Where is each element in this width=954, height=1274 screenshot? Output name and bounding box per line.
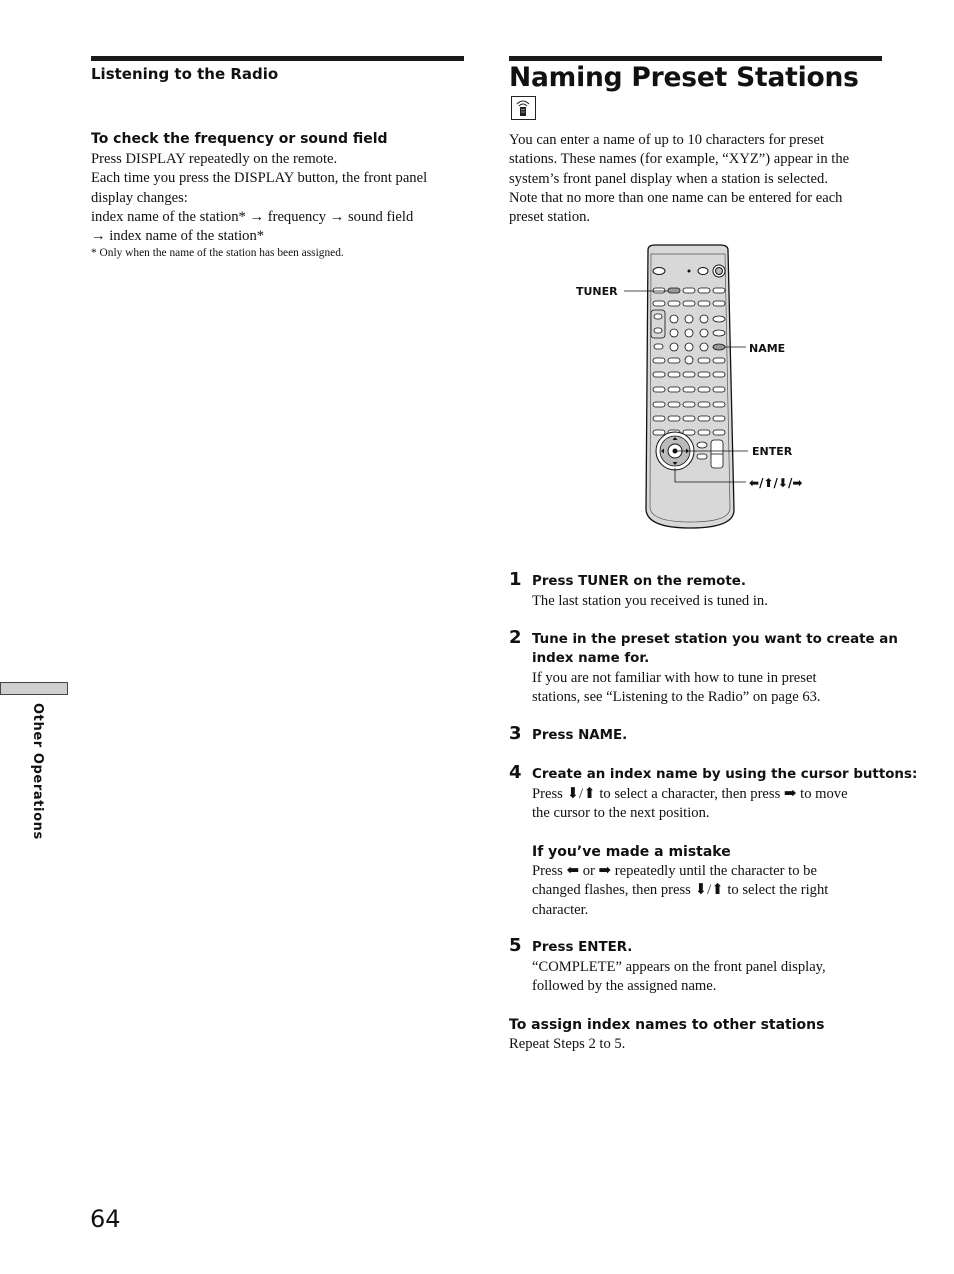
- side-section-label: Other Operations: [30, 703, 45, 840]
- section-tab: [0, 682, 68, 695]
- step-heading: Press TUNER on the remote.: [532, 574, 746, 589]
- step-body: [532, 958, 884, 997]
- step-body-line: the cursor to the next position.: [532, 805, 710, 822]
- seq-item: frequency: [267, 208, 327, 225]
- mistake-body: [532, 862, 884, 920]
- page-title: Naming Preset Stations: [509, 62, 859, 93]
- arrow-right-icon: →: [329, 208, 345, 225]
- step-heading: Create an index name by using the cursor buttons:: [532, 767, 918, 782]
- intro-line: You can enter a name of up to 10 characters for preset: [509, 132, 824, 148]
- text: /: [579, 786, 584, 802]
- arrow-left-icon: ⬅: [566, 863, 580, 879]
- intro-line: system’s front panel display when a station is selected.: [509, 170, 828, 187]
- step-body-line: character.: [532, 901, 589, 918]
- separator: /: [773, 476, 778, 490]
- section-rule-right: [509, 56, 882, 61]
- arrow-down-icon: ⬇: [566, 786, 580, 802]
- display-sequence-line: [91, 227, 463, 246]
- body-line: display changes:: [91, 189, 188, 206]
- step-number: 1: [509, 569, 522, 590]
- arrow-up-icon: ⬆: [583, 786, 596, 802]
- arrow-up-icon: ⬆: [711, 882, 724, 899]
- seq-item: sound field: [347, 208, 414, 225]
- intro-line: Note that no more than one name can be entered for each: [509, 189, 843, 206]
- footnote: * Only when the name of the station has been assigned.: [91, 247, 344, 259]
- callout-enter: ENTER: [752, 445, 793, 458]
- subsection-title: To check the frequency or sound field: [91, 131, 388, 147]
- callout-cursor-buttons: [749, 476, 802, 490]
- arrow-left-icon: ⬅: [749, 476, 760, 490]
- step-number: 3: [509, 723, 522, 744]
- text: /: [707, 882, 712, 899]
- seq-item: index name of the station*: [91, 208, 246, 225]
- body-line: Each time you press the DISPLAY button, the front panel: [91, 170, 428, 187]
- remote-figure: [560, 240, 860, 535]
- step-body-line: [532, 881, 884, 900]
- text: or: [579, 863, 599, 879]
- text: Press: [532, 863, 567, 879]
- step-number: 5: [509, 935, 522, 956]
- arrow-right-icon: ➡: [792, 476, 803, 490]
- arrow-right-icon: ➡: [598, 863, 612, 879]
- text: changed flashes, then press: [532, 882, 695, 899]
- callout-tuner: TUNER: [576, 285, 618, 298]
- arrow-right-icon: →: [91, 228, 106, 245]
- display-sequence-line: [91, 208, 463, 227]
- text: Press: [532, 786, 567, 802]
- text: repeatedly until the character to be: [611, 863, 817, 879]
- step-body-line: [532, 785, 884, 804]
- arrow-right-icon: →: [249, 208, 265, 225]
- separator: /: [787, 476, 793, 490]
- text: to select a character, then press: [595, 786, 784, 802]
- intro-line: stations. These names (for example, “XYZ”) appear in the: [509, 151, 850, 168]
- step-heading: Tune in the preset station you want to create an: [532, 632, 898, 647]
- text: to move: [796, 786, 848, 802]
- seq-item: index name of the station*: [109, 228, 265, 245]
- step-heading: index name for.: [532, 651, 650, 666]
- intro-line: preset station.: [509, 209, 591, 226]
- arrow-down-icon: ⬇: [777, 476, 788, 490]
- step-number: 2: [509, 627, 522, 648]
- step-body-line: [532, 862, 884, 881]
- step-number: 4: [509, 762, 522, 783]
- step-body: The last station you received is tuned in.: [532, 593, 768, 609]
- callout-name: NAME: [749, 342, 786, 355]
- page-number: 64: [90, 1205, 121, 1233]
- mistake-heading: If you’ve made a mistake: [532, 844, 731, 860]
- remote-icon: [511, 96, 536, 120]
- step-heading: Press ENTER.: [532, 940, 633, 955]
- assign-heading: To assign index names to other stations: [509, 1017, 825, 1033]
- assign-body: Repeat Steps 2 to 5.: [509, 1036, 626, 1052]
- arrow-down-icon: ⬇: [694, 882, 708, 899]
- section-rule-left: [91, 56, 464, 61]
- text: to select the right: [723, 882, 829, 899]
- section-title: Listening to the Radio: [91, 65, 279, 83]
- step-body: [532, 785, 884, 824]
- arrow-up-icon: ⬆: [763, 476, 774, 490]
- intro-paragraph: [509, 131, 884, 227]
- step-body: [532, 669, 884, 708]
- step-body-line: “COMPLETE” appears on the front panel display,: [532, 959, 826, 975]
- separator: /: [759, 476, 764, 490]
- step-body-line: If you are not familiar with how to tune in preset: [532, 670, 817, 686]
- step-body-line: stations, see “Listening to the Radio” on page 63.: [532, 689, 821, 706]
- step-heading: Press NAME.: [532, 728, 628, 743]
- arrow-right-icon: ➡: [783, 786, 797, 802]
- step-body-line: followed by the assigned name.: [532, 978, 717, 995]
- left-body: [91, 150, 463, 246]
- body-line: Press DISPLAY repeatedly on the remote.: [91, 151, 338, 167]
